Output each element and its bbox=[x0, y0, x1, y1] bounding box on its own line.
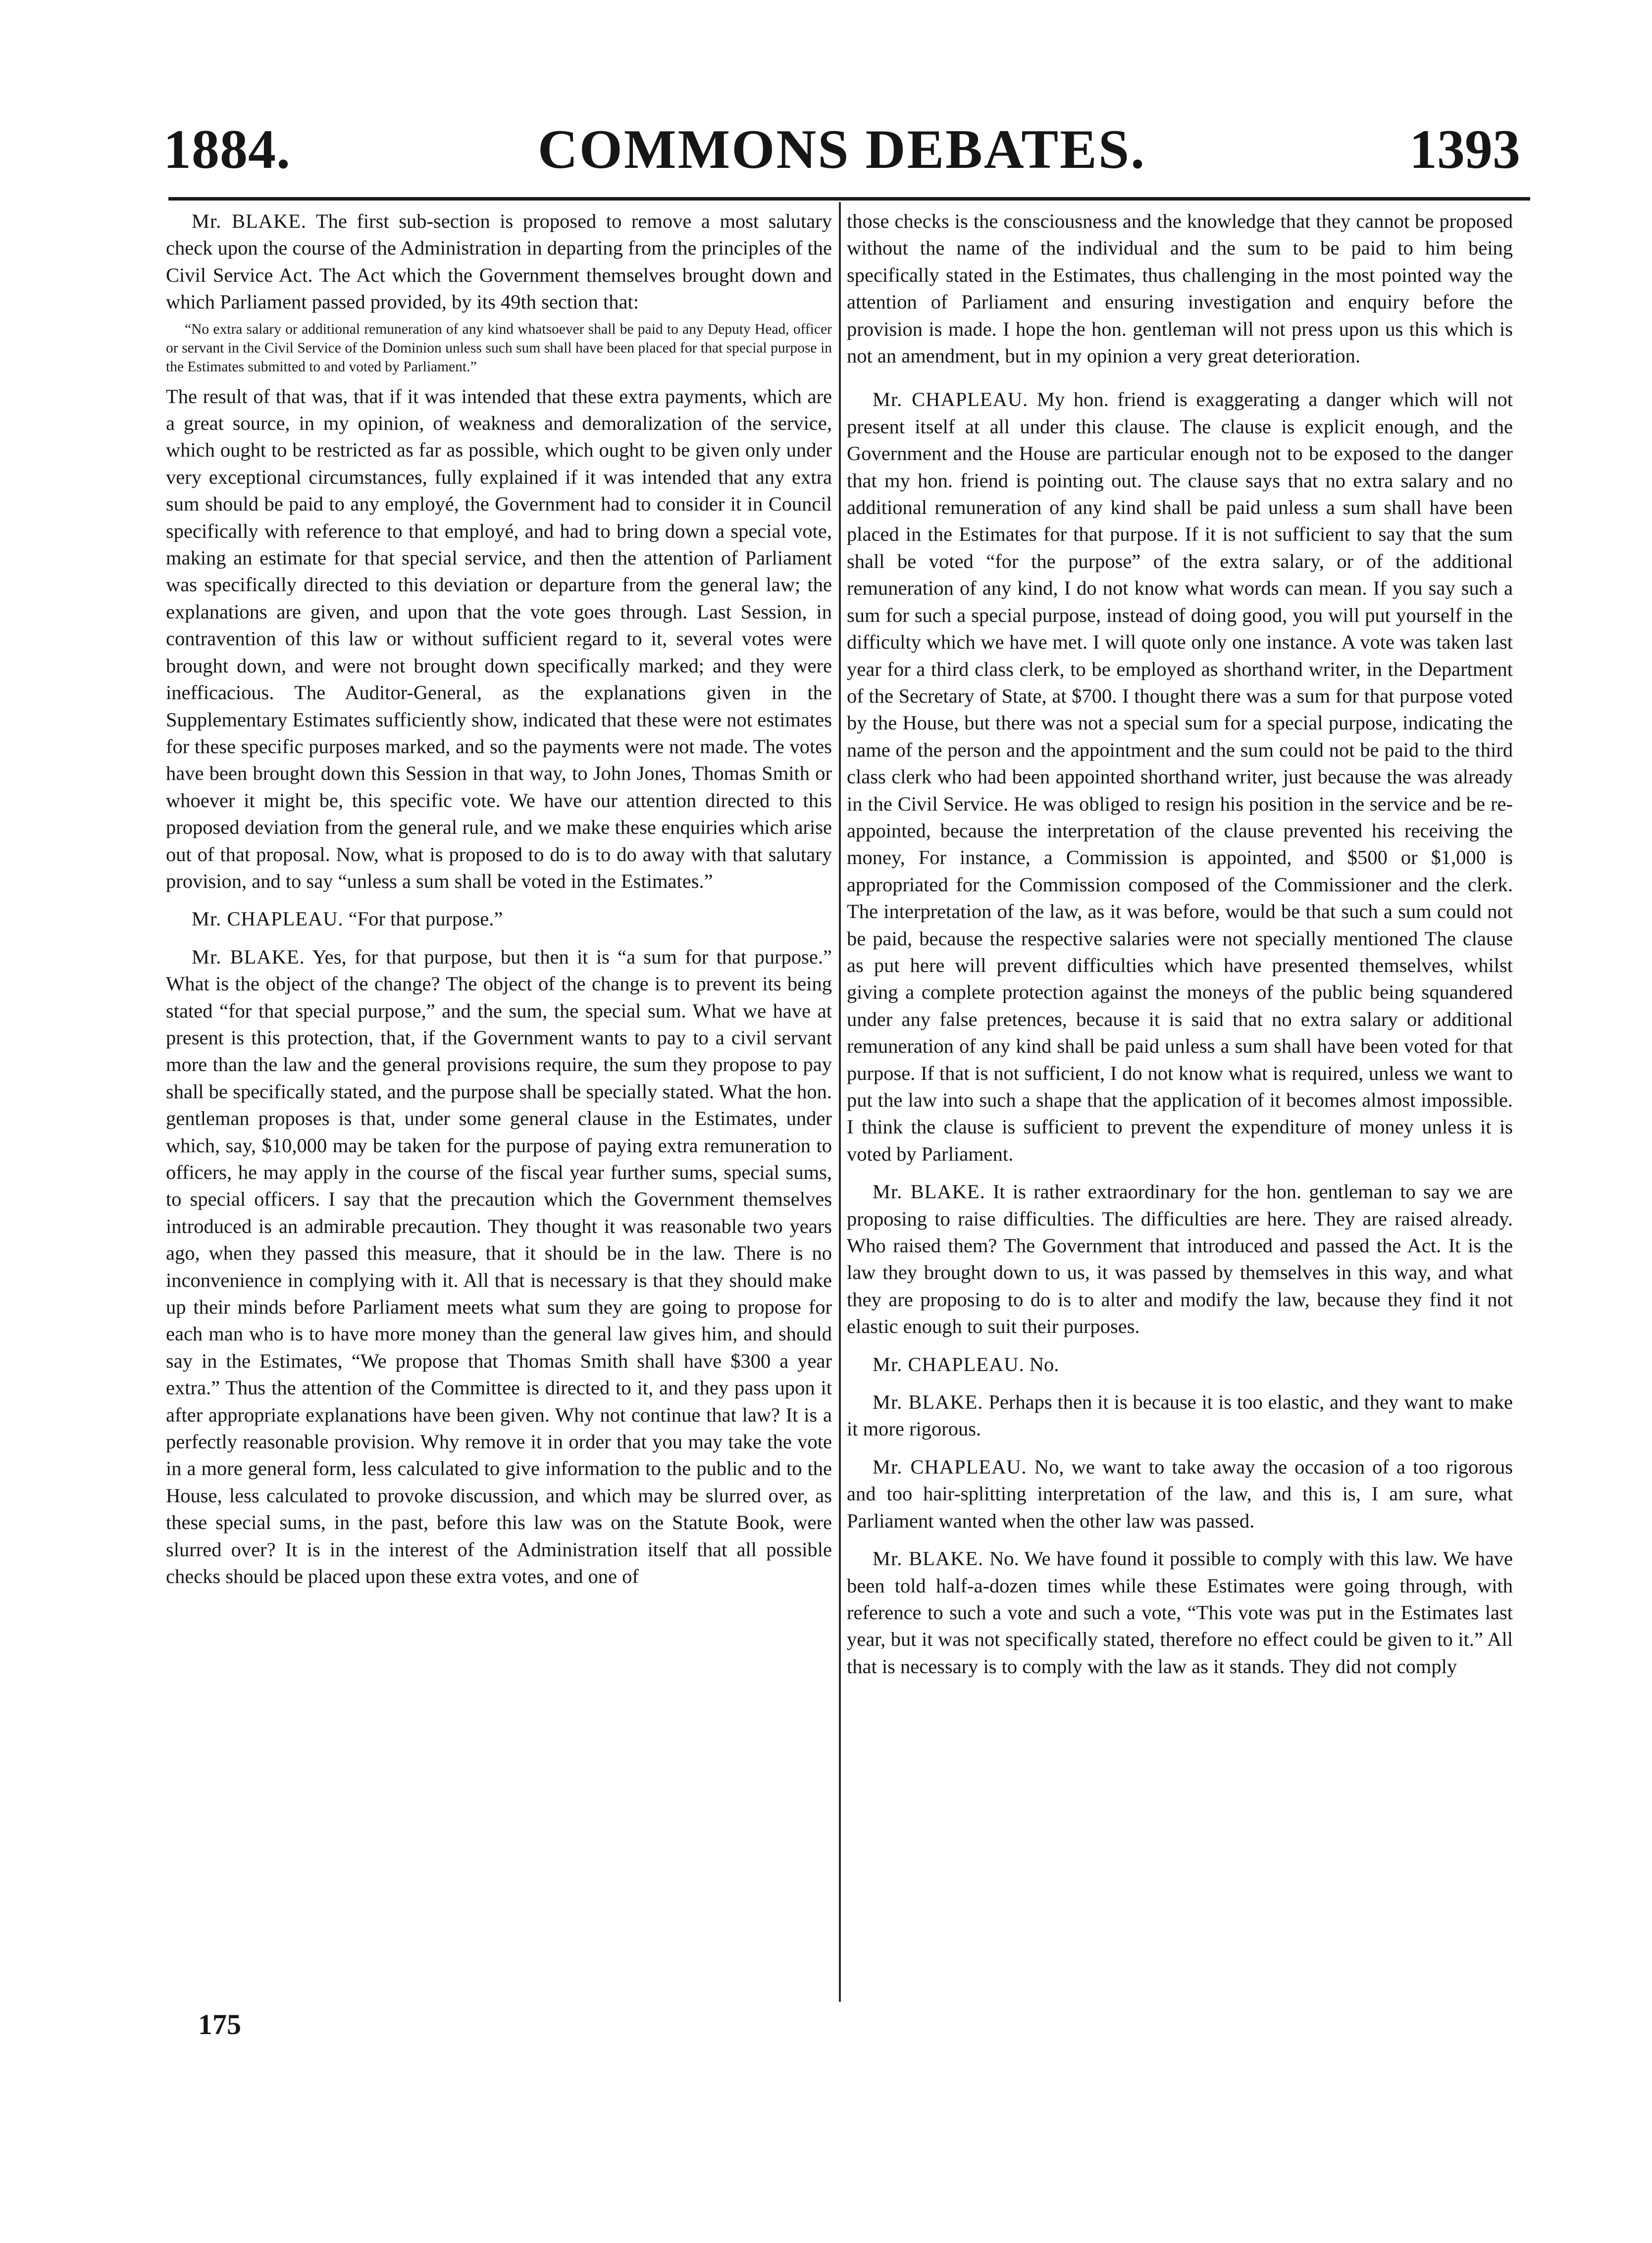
speaker-name: Mr. CHAPLEAU. bbox=[873, 388, 1029, 411]
paragraph bbox=[166, 906, 832, 932]
speech-text: No. bbox=[1029, 1353, 1059, 1376]
paragraph bbox=[166, 383, 832, 895]
speech-text: It is rather extraordinary for the hon. gentleman to say we are proposing to raise difficulties. The difficulties are here. They are raised already. Who raised them? The Government that introduced and passed the Act. It is the law they brought down to us, it was passed by themselves in this way, and what they are proposing to do is to alter and modify the law, because they find it not elastic enough to suit their purposes. bbox=[847, 1180, 1513, 1338]
speaker-name: Mr. BLAKE. bbox=[873, 1391, 983, 1414]
paragraph bbox=[847, 386, 1513, 1168]
speaker-name: Mr. BLAKE. bbox=[192, 945, 305, 968]
speaker-name: Mr. BLAKE. bbox=[873, 1180, 985, 1203]
header-page-number: 1393 bbox=[1409, 119, 1520, 180]
statute-quote: “No extra salary or additional remuneration of any kind whatsoever shall be paid to any Deputy Head, officer or servant in the Civil Service of the Dominion unless such sum shall have been placed for that special purpose in the Estimates submitted to and voted by Parliament.” bbox=[166, 321, 832, 375]
left-column bbox=[166, 208, 832, 1594]
column-divider bbox=[839, 202, 841, 2002]
speech-text: “For that purpose.” bbox=[348, 908, 503, 930]
folio-signature: 175 bbox=[198, 2008, 241, 2040]
speaker-name: Mr. CHAPLEAU. bbox=[192, 908, 344, 930]
paragraph bbox=[847, 1351, 1513, 1378]
right-column bbox=[847, 208, 1513, 1684]
paragraph bbox=[847, 1178, 1513, 1340]
speech-text: No. We have found it possible to comply with this law. We have been told half-a-dozen times while these Estimates were going through, with reference to such a vote and such a vote, “This vote was put in the Estimates last year, but it was not specifically stated, therefore no effect could be given to it.” All that is necessary is to comply with the law as it stands. They did not comply bbox=[847, 1547, 1513, 1678]
header-rule bbox=[168, 197, 1530, 201]
page-header bbox=[163, 118, 1520, 197]
speaker-name: Mr. CHAPLEAU. bbox=[873, 1353, 1025, 1376]
speech-text: those checks is the consciousness and the knowledge that they cannot be proposed without the name of the individual and the sum to be paid to him being specifically stated in the Estimates, thus challenging in the most pointed way the attention of Parliament and ensuring investigation and enquiry before the provision is made. I hope the hon. gentleman will not press upon us this which is not an amendment, but in my opinion a very great deterioration. bbox=[847, 210, 1513, 367]
speaker-name: Mr. CHAPLEAU. bbox=[873, 1455, 1027, 1478]
paragraph bbox=[847, 1454, 1513, 1534]
paragraph bbox=[847, 208, 1513, 369]
paragraph bbox=[847, 1545, 1513, 1680]
paragraph bbox=[166, 944, 832, 1590]
header-title: COMMONS DEBATES. bbox=[537, 119, 1146, 180]
speech-text: My hon. friend is exaggerating a danger which will not present itself at all under this clause. The clause is explicit enough, and the Government and the House are particular enough not to be exposed to the danger that my hon. friend is pointing out. The clause says that no extra salary and no additional remuneration of any kind shall be paid unless a sum shall have been placed in the Estimates for that purpose. If it is not sufficient to say that the sum shall be voted “for the purpose” of the extra salary, or of the additional remuneration of any kind, I do not know what words can mean. If you say such a sum for such a special purpose, instead of doing good, you will put yourself in the difficulty which we have met. I will quote only one instance. A vote was taken last year for a third class clerk, to be employed as shorthand writer, in the Department of the Secretary of State, at $700. I thought there was a sum for that purpose voted by the House, but there was not a special sum for a special purpose, indicating the name of the person and the appointment and the sum could not be paid to the third class clerk who had been appointed shorthand writer, just because the was already in the Civil Service. He was obliged to resign his position in the service and be re-appointed, because the interpretation of the clause prevented his receiving the money, For instance, a Commission is appointed, and $500 or $1,000 is appropriated for the Commission composed of the Commissioner and the clerk. The interpretation of the law, as it was before, would be that such a sum could not be paid, because the respective salaries were not specially mentioned The clause as put here will prevent difficulties which have presented themselves, whilst giving a complete protection against the moneys of the public being squandered under any false pretences, because it is said that no extra salary or additional remuneration of any kind shall be paid unless a sum shall have been voted for that purpose. If that is not sufficient, I do not know what is required, unless we want to put the law into such a shape that the application of it becomes almost impossible. I think the clause is sufficient to prevent the expenditure of money unless it is voted by Parliament. bbox=[847, 388, 1513, 1165]
header-year: 1884. bbox=[163, 119, 291, 180]
speech-text: Yes, for that purpose, but then it is “a sum for that purpose.” What is the object of the change? The object of the change is to prevent its being stated “for that special purpose,” and the sum, the special sum. What we have at present is this protection, that, if the Government wants to pay to a civil servant more than the law and the general provisions require, the sum they propose to pay shall be specifically stated, and the purpose shall be specially stated. What the hon. gentleman proposes is that, under some general clause in the Estimates, under which, say, $10,000 may be taken for the purpose of paying extra remuneration to officers, he may apply in the course of the fiscal year further sums, special sums, to special officers. I say that the precaution which the Government themselves introduced is an admirable precaution. They thought it was reasonable two years ago, when they passed this measure, that it should be in the law. There is no inconvenience in complying with it. All that is necessary is that they should make up their minds before Parliament meets what sum they are going to propose for each man who is to have more money than the general law gives him, and should say in the Estimates, “We propose that Thomas Smith shall have $300 a year extra.” Thus the attention of the Committee is directed to it, and they pass upon it after appropriate explanations have been given. Why not continue that law? It is a perfectly reasonable provision. Why remove it in order that you may take the vote in a more general form, less calculated to give information to the public and to the House, less calculated to provoke discussion, and which may be slurred over, as these special sums, in the past, before this law was on the Statute Book, were slurred over? It is in the interest of the Administration itself that all possible checks should be placed upon these extra votes, and one of bbox=[166, 945, 832, 1588]
paragraph bbox=[166, 208, 832, 316]
speech-text: The first sub-section is proposed to remove a most salutary check upon the course of the Administration in departing from the principles of the Civil Service Act. The Act which the Government themselves brought down and which Parliament passed provided, by its 49th section that: bbox=[166, 210, 832, 313]
speech-text: Perhaps then it is because it is too elastic, and they want to make it more rigorous. bbox=[847, 1391, 1513, 1440]
paragraph bbox=[847, 1389, 1513, 1443]
speech-text: No, we want to take away the occasion of a too rigorous and too hair-splitting interpretation of the law, and this is, I am sure, what Parliament wanted when the other law was passed. bbox=[847, 1455, 1513, 1532]
speaker-name: Mr. BLAKE. bbox=[873, 1547, 984, 1570]
speech-text: The result of that was, that if it was intended that these extra payments, which are a great source, in my opinion, of weakness and demoralization of the service, which ought to be restricted as far as possible, which ought to be given only under very exceptional circumstances, fully explained if it was intended that any extra sum should be paid to any employé, the Government had to consider it in Council specifically with reference to that employé, and had to bring down a special vote, making an estimate for that special service, and then the attention of Parliament was specifically directed to this deviation or departure from the general law; the explanations are given, and upon that the vote goes through. Last Session, in contravention of this law or without sufficient regard to it, several votes were brought down, and were not brought down specifically marked; and they were inefficacious. The Auditor-General, as the explanations given in the Supplementary Estimates sufficiently show, indicated that these were not estimates for these specific purposes marked, and so the payments were not made. The votes have been brought down this Session in that way, to John Jones, Thomas Smith or whoever it might be, this specific vote. We have our attention directed to this proposed deviation from the general rule, and we make these enquiries which arise out of that proposal. Now, what is proposed to do is to do away with that salutary provision, and to say “unless a sum shall be voted in the Estimates.” bbox=[166, 385, 832, 892]
speaker-name: Mr. BLAKE. bbox=[192, 210, 307, 232]
